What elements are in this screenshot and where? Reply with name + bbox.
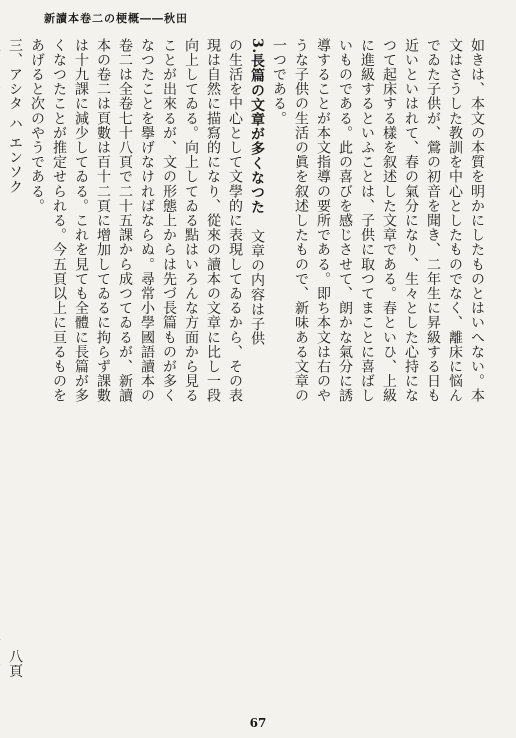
- page-number: 67: [249, 716, 267, 730]
- list-item: [0, 38, 4, 678]
- body-line: 近いといはれて、春の氣分になり、生々とした心持にな: [403, 38, 419, 403]
- body-line: でゐた子供が、鶯の初音を聞き、二年生に昇級する日も: [425, 38, 441, 403]
- list-item-label: [0, 38, 4, 150]
- body-line: 現は自然に描寫的になり、從來の讀本の文章に比し一段: [205, 38, 221, 403]
- body-line: 如きは、本文の本質を明かにしたものとはいへない。本: [469, 38, 485, 403]
- body-line: なつたことを擧げなければならぬ。尋常小學國語讀本の: [139, 38, 155, 403]
- body-line: ことが出來るが、文の形態上からは先づ長篇ものが多く: [161, 38, 177, 403]
- body-line: あげると次のやうである。: [29, 38, 45, 214]
- body-line: つて起床する樣を叙述した文章である。春といひ、上級: [381, 38, 397, 403]
- section-heading-3: 3.長篇の文章が多くなつた: [249, 38, 265, 215]
- body-line: の生活を中心として文學的に表現してゐるから、その表: [227, 38, 243, 403]
- section-heading-tail: 文章の内容は子供: [249, 229, 265, 346]
- list-item-page: [0, 634, 4, 678]
- running-head: 新讀本卷二の梗概――秋田: [44, 12, 188, 25]
- body-line: 本の卷二は頁數は百十二頁に增加してゐるに拘らず課數: [95, 38, 111, 403]
- body-line: 一つである。: [271, 38, 287, 126]
- list-item-label: 三、アシタ ハ エンソク: [7, 38, 23, 195]
- vertical-text-body: [7, 38, 488, 678]
- body-line: に進級するといふことは、子供に取つてまことに喜ばし: [359, 38, 375, 403]
- body-line: いものである。此の喜びを感じさせて、朗かな氣分に誘: [337, 38, 353, 403]
- body-line: 導することが本文指導の要所である。即ち本文は右のや: [315, 38, 331, 403]
- body-line: くなつたことが推定せられる。今五頁以上に亘るものを: [51, 38, 67, 403]
- body-line: は十九課に減少してゐる。これを見ても全體に長篇が多: [73, 38, 89, 403]
- body-line: 文はさうした教訓を中心としたものでなく、離床に悩ん: [447, 38, 463, 403]
- list-item-page: 八頁: [7, 648, 23, 678]
- body-line: 向上してゐる。向上してゐる點はいろんな方面から見る: [183, 38, 199, 403]
- section-heading-line: [246, 38, 268, 678]
- list-item: [4, 38, 26, 678]
- body-line: 卷二は全卷七十八頁で二十五課から成つてゐるが、新讀: [117, 38, 133, 403]
- body-line: うな子供の生活の眞を叙述したもので、新味ある文章の: [293, 38, 309, 403]
